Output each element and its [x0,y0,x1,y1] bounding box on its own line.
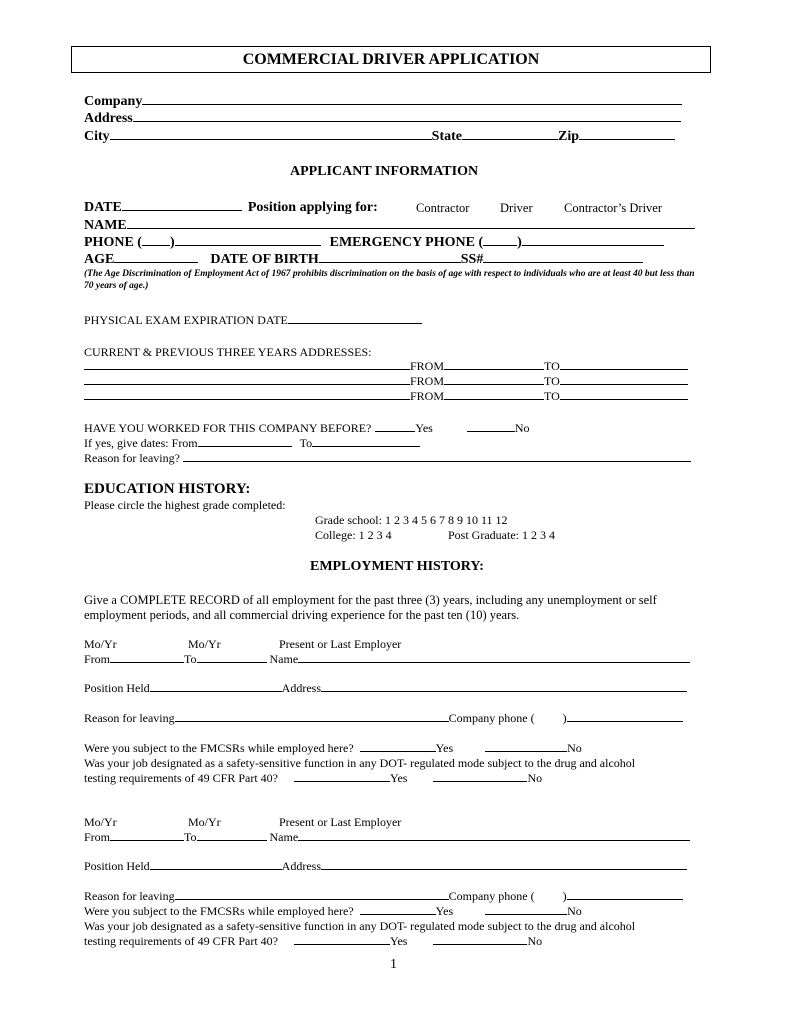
no-label: No [567,741,582,755]
reason-leaving-label: Reason for leaving [84,889,175,903]
from-label: From [84,652,111,666]
mo-yr-to-label: Mo/Yr [188,637,221,651]
dot-yes-field[interactable] [294,780,390,782]
company-phone-label: Company phone ( [448,711,535,725]
employment-intro: Give a COMPLETE RECORD of all employment for the past three (3) years, including any unemployment or self employment periods, and all commercial driving experience for the past ten (10) years. [84,593,657,622]
position-held-label: Position Held [84,859,150,873]
date-label: DATE [84,200,122,215]
dot-question: testing requirements of 49 CFR Part 40? [84,934,278,948]
physical-exam-field[interactable] [288,322,422,324]
mo-yr-to-label: Mo/Yr [188,815,221,829]
reason-leaving-label: Reason for leaving [84,711,175,725]
from-to-name-line [84,653,690,665]
zip-label: Zip [558,129,580,144]
position-address-line [84,682,687,694]
worked-before-label: HAVE YOU WORKED FOR THIS COMPANY BEFORE? [84,421,372,435]
address-label: Address [281,681,321,695]
position-address-line [84,860,687,872]
zip-field[interactable] [579,138,675,140]
to-label: TO [544,389,560,403]
age-field[interactable] [114,261,198,263]
if-yes-from-field[interactable] [198,445,292,447]
no-label: No [514,421,530,435]
dot-yes-field[interactable] [294,943,390,945]
emergency-area-field[interactable] [483,244,517,246]
present-employer-label: Present or Last Employer [279,637,402,651]
phone-field[interactable] [175,244,321,246]
name-label: Name [269,652,299,666]
from-label: FROM [410,374,445,388]
city-label: City [84,129,110,144]
physical-exam-label: PHYSICAL EXAM EXPIRATION DATE [84,313,288,327]
fmcsr-yes-field[interactable] [360,750,436,752]
address-label: Address [84,111,133,126]
from-label: From [84,830,111,844]
dot-no-field[interactable] [433,780,527,782]
emergency-phone-label: EMERGENCY PHONE ( [329,235,484,250]
reason-leaving-field[interactable] [175,720,449,722]
address-field[interactable] [133,120,681,122]
address-row [84,360,688,372]
state-label: State [431,129,462,144]
city-field[interactable] [110,138,432,140]
worked-before-line [84,422,530,434]
present-employer-label: Present or Last Employer [279,815,402,829]
employer-address-field[interactable] [321,868,687,870]
city-line [84,130,675,144]
from-field[interactable] [110,661,184,663]
fmcsr-no-field[interactable] [485,913,567,915]
age-note: (The Age Discrimination of Employment Act of 1967 prohibits discrimination on the basis of age with respect to individuals who are at least 40 but less than 70 years of age.) [84,269,695,291]
to-field[interactable] [560,383,688,385]
date-position-line [84,201,378,215]
emergency-paren: ) [517,235,522,250]
fmcsr-label: Were you subject to the FMCSRs while employed here? [84,904,354,918]
dot-line-2 [84,935,542,947]
education-heading: EDUCATION HISTORY: [84,481,251,497]
reason-label: Reason for leaving? [84,451,180,465]
reason-leaving-field[interactable] [175,898,449,900]
name-line [84,219,695,233]
dot-line-1: Was your job designated as a safety-sensitive function in any DOT- regulated mode subject to the drug and alcohol [84,919,636,933]
physical-exam-line [84,314,422,326]
from-field[interactable] [444,368,544,370]
dob-field[interactable] [319,261,461,263]
education-instruction: Please circle the highest grade completed: [84,498,286,512]
yes-label: Yes [389,934,408,948]
address-row [84,375,688,387]
address-label: Address [281,859,321,873]
position-held-label: Position Held [84,681,150,695]
company-phone-label: Company phone ( [448,889,535,903]
ss-label: SS# [460,252,484,267]
mo-yr-from-label: Mo/Yr [84,637,117,651]
employer-name-field[interactable] [298,839,690,841]
worked-yes-field[interactable] [375,430,415,432]
age-label: AGE [84,252,115,267]
to-field[interactable] [560,368,688,370]
employer-name-field[interactable] [298,661,690,663]
employment-heading: EMPLOYMENT HISTORY: [310,559,484,574]
from-field[interactable] [444,398,544,400]
page-number: 1 [390,957,397,972]
addresses-label: CURRENT & PREVIOUS THREE YEARS ADDRESSES: [84,345,372,359]
grade-school-options[interactable]: Grade school: 1 2 3 4 5 6 7 8 9 10 11 12 [315,513,508,527]
address-row-field[interactable] [84,398,410,400]
yes-label: Yes [389,771,408,785]
phone-line [84,236,664,250]
fmcsr-line [84,905,582,917]
company-field[interactable] [142,103,682,105]
name-label: NAME [84,218,127,233]
title-box [71,46,711,73]
state-field[interactable] [462,138,558,140]
yes-label: Yes [435,904,454,918]
to-field[interactable] [197,839,267,841]
page-title: COMMERCIAL DRIVER APPLICATION [242,51,540,68]
from-field[interactable] [110,839,184,841]
to-field[interactable] [560,398,688,400]
company-label: Company [84,94,143,109]
address-row-field[interactable] [84,383,410,385]
phone-label: PHONE ( [84,235,142,250]
dot-line-1: Was your job designated as a safety-sensitive function in any DOT- regulated mode subject to the drug and alcohol [84,756,636,770]
fmcsr-label: Were you subject to the FMCSRs while employed here? [84,741,354,755]
yes-label: Yes [415,421,433,435]
fmcsr-line [84,742,582,754]
age-line [84,253,643,267]
from-to-name-line [84,831,690,843]
company-phone-field[interactable] [567,898,683,900]
to-label: TO [544,359,560,373]
phone-area-field[interactable] [142,244,170,246]
name-field[interactable] [127,227,695,229]
reason-field[interactable] [183,460,691,462]
yes-label: Yes [435,741,454,755]
dot-no-field[interactable] [433,943,527,945]
option-contractor[interactable]: Contractor [416,201,470,215]
from-label: FROM [410,389,445,403]
address-row [84,390,688,402]
position-label: Position applying for: [247,200,378,215]
no-label: No [527,771,543,785]
date-field[interactable] [122,209,242,211]
option-driver[interactable]: Driver [500,201,533,215]
fmcsr-no-field[interactable] [485,750,567,752]
name-label: Name [269,830,299,844]
dot-line-2 [84,772,542,784]
fmcsr-yes-field[interactable] [360,913,436,915]
to-label: To [184,652,197,666]
position-held-field[interactable] [150,868,282,870]
to-label: TO [544,374,560,388]
from-label: FROM [410,359,445,373]
ss-field[interactable] [483,261,643,263]
reason-phone-line [84,890,683,902]
company-phone-field[interactable] [567,720,683,722]
to-label: To [184,830,197,844]
paren: ) [562,711,567,725]
if-yes-label: If yes, give dates: From [84,436,198,450]
reason-phone-line [84,712,683,724]
company-line [84,95,682,109]
emergency-phone-field[interactable] [522,244,664,246]
to-label: To [299,436,313,450]
address-line [84,112,681,126]
post-graduate-options[interactable]: Post Graduate: 1 2 3 4 [448,528,555,542]
no-label: No [527,934,543,948]
employer-address-field[interactable] [321,690,687,692]
reason-line [84,452,691,464]
dot-question: testing requirements of 49 CFR Part 40? [84,771,278,785]
paren: ) [562,889,567,903]
dob-label: DATE OF BIRTH [210,252,319,267]
address-row-field[interactable] [84,368,410,370]
from-field[interactable] [444,383,544,385]
if-yes-line [84,437,420,449]
to-field[interactable] [197,661,267,663]
no-label: No [567,904,582,918]
option-contractors-driver[interactable]: Contractor’s Driver [564,201,663,215]
mo-yr-from-label: Mo/Yr [84,815,117,829]
if-yes-to-field[interactable] [312,445,420,447]
phone-paren: ) [169,235,175,250]
applicant-info-heading: APPLICANT INFORMATION [290,164,479,179]
worked-no-field[interactable] [467,430,515,432]
position-held-field[interactable] [150,690,282,692]
college-options[interactable]: College: 1 2 3 4 [315,528,392,542]
